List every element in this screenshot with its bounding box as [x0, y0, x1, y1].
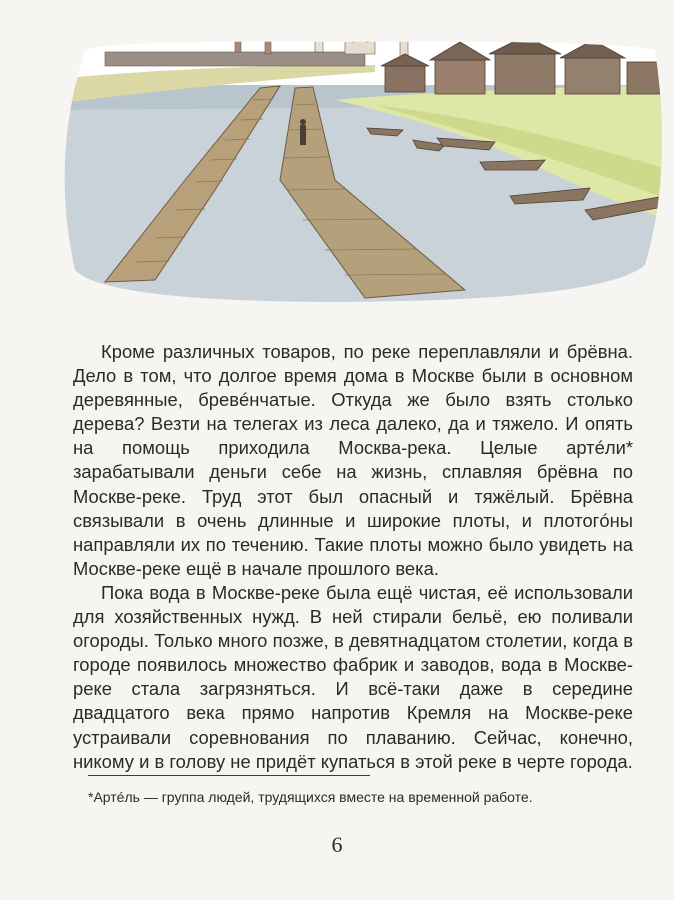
- town-skyline: [105, 12, 410, 66]
- page-number: 6: [331, 832, 343, 857]
- footnote-divider: [88, 775, 370, 776]
- footnote: *Артéль — группа людей, трудящихся вместе на временной работе.: [88, 789, 533, 805]
- paragraph: Кроме различных товаров, по реке переплавляли и брёвна. Дело в том, что долгое время дома в Москве были в основном деревянные, бревéнчатые. Откуда же было взять столько дерева? Везти на телегах из леса далеко, да и тяжело. И опять на помощь приходила Москва-река. Целые артéли* зарабатывали деньги себе на жизнь, сплавляя брёвна по Москве-реке. Труд этот был опасный и тяжёлый. Брёвна связывали в очень длинные и широкие плоты, и плотогóны направляли их по течению. Такие плоты можно было увидеть на Москве-реке ещё в начале прошлого века.: [73, 341, 633, 579]
- main-text: [73, 340, 633, 774]
- paragraph: Пока вода в Москве-реке была ещё чистая, её использовали для хозяйственных нужд. В ней стирали бельё, ею поливали огороды. Только много позже, в девятнадцатом столетии, когда в городе появилось множество фабрик и заводов, вода в Москве-реке стала загрязняться. И всё-таки даже в середине двадцатого века прямо напротив Кремля на Москве-реке устраивали соревнования по плаванию. Сейчас, конечно, никому и в голову не придёт купаться в этой реке в черте города.: [73, 581, 633, 772]
- river-rafts-illustration: [45, 10, 670, 310]
- raftsman-figure: [300, 119, 306, 145]
